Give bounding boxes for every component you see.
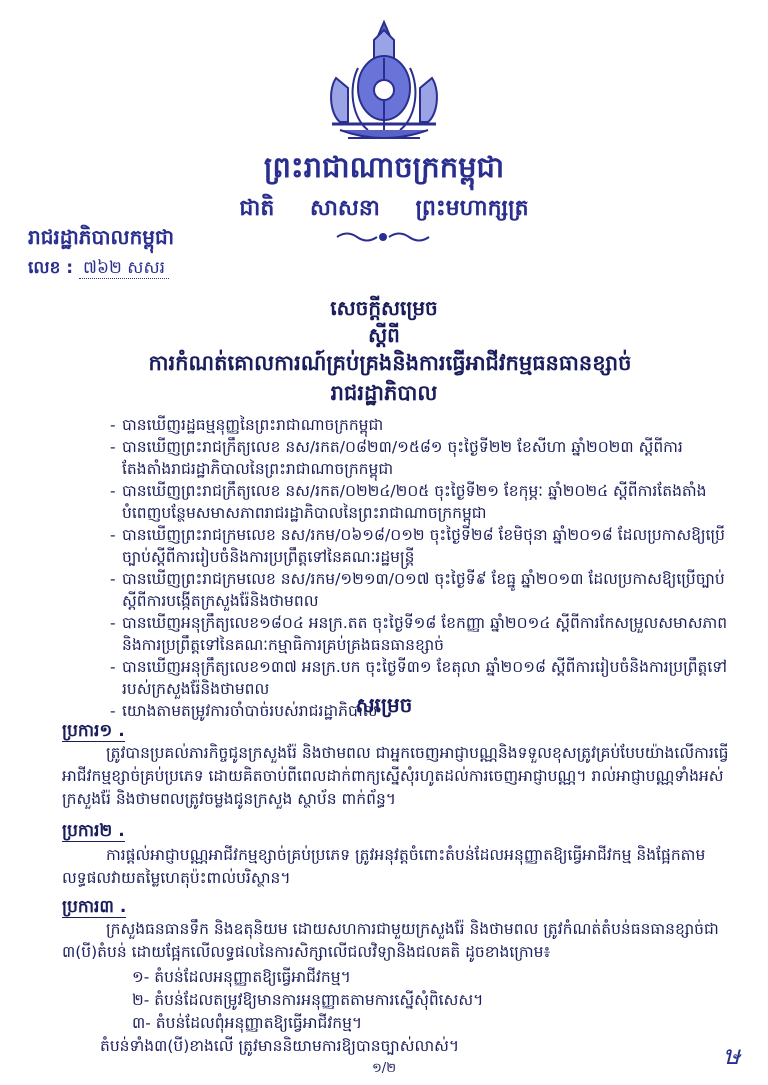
page-number: ១/២ (371, 1061, 397, 1076)
motto-king: ព្រះមហាក្សត្រ (415, 196, 529, 221)
preamble-clause: - បានឃើញអនុក្រឹត្យលេខ១៣៧ អនក្រ.បក ចុះថ្ងៃទី៣១ ខែតុលា ឆ្នាំ២០១៨ ស្ដីពីការរៀបចំនិងការប្រព្រឹត្តទៅរបស់ក្រសួងរ៉ែនិងថាមពល (108, 656, 728, 700)
document-subject-title: ការកំណត់គោលការណ៍គ្រប់គ្រងនិងការធ្វើអាជីវកម្មធនធានខ្សាច់ (148, 351, 632, 375)
decorative-divider (333, 228, 433, 246)
preamble-clause: - បានឃើញព្រះរាជក្រឹត្យលេខ នស/រកត/០៨២៣/១៥៨១ ចុះថ្ងៃទី២២ ខែសីហា ឆ្នាំ២០២៣ ស្ដីពីការតែងតាំងរាជរដ្ឋាភិបាលនៃព្រះរាជាណាចក្រកម្ពុជា (108, 436, 728, 480)
kingdom-heading: ព្រះរាជាណាចក្រកម្ពុជា (263, 150, 505, 184)
preamble-clause: - បានឃើញព្រះរាជក្រមលេខ នស/រកម/១២១៣/០១៧ ចុះថ្ងៃទី៩ ខែធ្នូ ឆ្នាំ២០១៣ ដែលប្រកាសឱ្យប្រើច្បាប់ស្ដីពីការបង្កើតក្រសួងរ៉ែនិងថាមពល (108, 568, 728, 612)
article-label-text: ប្រការ២ . (62, 821, 125, 841)
document-type-title: សេចក្ដីសម្រេច (330, 296, 438, 320)
article-2-label (62, 820, 125, 845)
preamble-clause: - បានឃើញព្រះរាជក្រឹត្យលេខ នស/រកត/០២២៤/២០៥ ចុះថ្ងៃទី២១ ខែកុម្ភៈ ឆ្នាំ២០២៤ ស្ដីពីការតែងតាំងបំពេញបន្ថែមសមាសភាពរាជរដ្ឋាភិបាលនៃព្រះរាជាណាចក្រកម្ពុជា (108, 480, 728, 524)
article-3-text: ក្រសួងធនធានទឹក និងឧតុនិយម ដោយសហការជាមួយក្រសួងរ៉ែ និងថាមពល ត្រូវកំណត់តំបន់ធនធានខ្សាច់ជា ៣(បី)តំបន់ ដោយផ្អែកលើលទ្ធផលនៃការសិក្សាលើជលវិទ្យានិងជលគតិ ដូចខាងក្រោម៖ (62, 920, 719, 961)
zone-list-item: ២- តំបន់ដែលតម្រូវឱ្យមានការអនុញ្ញាតតាមការស្នើសុំពិសេស។ (132, 991, 484, 1009)
article-label-text: ប្រការ៣ . (62, 897, 127, 917)
reference-label: លេខ : (28, 258, 74, 278)
handwritten-initial: ษ (723, 1041, 741, 1071)
article-3-closing: តំបន់ទាំង៣(បី)ខាងលើ ត្រូវមាននិយាមការឱ្យបានច្បាស់លាស់។ (100, 1037, 460, 1055)
national-motto (0, 194, 768, 226)
reference-number (28, 257, 169, 282)
title-subject-label: ស្ដីពី (368, 323, 400, 347)
issuing-government: រាជរដ្ឋាភិបាលកម្ពុជា (28, 225, 174, 249)
motto-nation: ជាតិ (239, 196, 275, 221)
royal-coat-of-arms-emblem (318, 18, 450, 152)
article-1-text: ត្រូវបានប្រគល់ភារកិច្ចជូនក្រសួងរ៉ែ និងថាមពល ជាអ្នកចេញអាជ្ញាបណ្ណនិងទទួលខុសត្រូវគ្រប់បែបយ៉ាងលើការធ្វើអាជីវកម្មខ្សាច់គ្រប់ប្រភេទ ដោយគិតចាប់ពីពេលដាក់ពាក្យស្នើសុំរហូតដល់ការចេញអាជ្ញាបណ្ណ។ រាល់អាជ្ញាបណ្ណទាំងអស់ ក្រសួងរ៉ែ និងថាមពលត្រូវចម្លងជូនក្រសួង ស្ថាប័ន ពាក់ព័ន្ធ។ (62, 744, 729, 808)
article-2-text: ការផ្ដល់អាជ្ញាបណ្ណអាជីវកម្មខ្សាច់គ្រប់ប្រភេទ ត្រូវអនុវត្តចំពោះតំបន់ដែលអនុញ្ញាតឱ្យធ្វើអាជីវកម្ម និងផ្អែកតាមលទ្ធផលវាយតម្លៃហេតុប៉ះពាល់បរិស្ថាន។ (62, 846, 706, 887)
decision-heading: សម្រេច (355, 693, 413, 717)
motto-religion: សាសនា (309, 196, 380, 221)
preamble-clause: - បានឃើញអនុក្រឹត្យលេខ១៨០៤ អនក្រ.តត ចុះថ្ងៃទី១៨ ខែកញ្ញា ឆ្នាំ២០១៤ ស្ដីពីការកែសម្រួលសមាសភាពនិងការប្រព្រឹត្តទៅនៃគណៈកម្មាធិការគ្រប់គ្រងធនធានខ្សាច់ (108, 612, 728, 656)
article-label-text: ប្រការ១ . (62, 721, 125, 741)
reference-value: ៧៦២ សសរ (79, 258, 169, 279)
preamble-clause: - បានឃើញព្រះរាជក្រមលេខ នស/រកម/០៦១៨/០១២ ចុះថ្ងៃទី២៨ ខែមិថុនា ឆ្នាំ២០១៨ ដែលប្រកាសឱ្យប្រើច្បាប់ស្ដីពីការរៀបចំនិងការប្រព្រឹត្តទៅនៃគណៈរដ្ឋមន្ត្រី (108, 524, 728, 568)
zone-list-item: ១- តំបន់ដែលអនុញ្ញាតឱ្យធ្វើអាជីវកម្ម។ (132, 968, 351, 986)
issuing-authority-title: រាជរដ្ឋាភិបាល (330, 381, 438, 405)
preamble-clause: - យោងតាមតម្រូវការចាំបាច់របស់រាជរដ្ឋាភិបាល (108, 700, 728, 722)
zone-list-item: ៣- តំបន់ដែលពុំអនុញ្ញាតឱ្យធ្វើអាជីវកម្ម។ (132, 1014, 363, 1032)
preamble-clause: - បានឃើញរដ្ឋធម្មនុញ្ញនៃព្រះរាជាណាចក្រកម្ពុជា (108, 414, 728, 436)
preamble-clauses (108, 414, 728, 722)
